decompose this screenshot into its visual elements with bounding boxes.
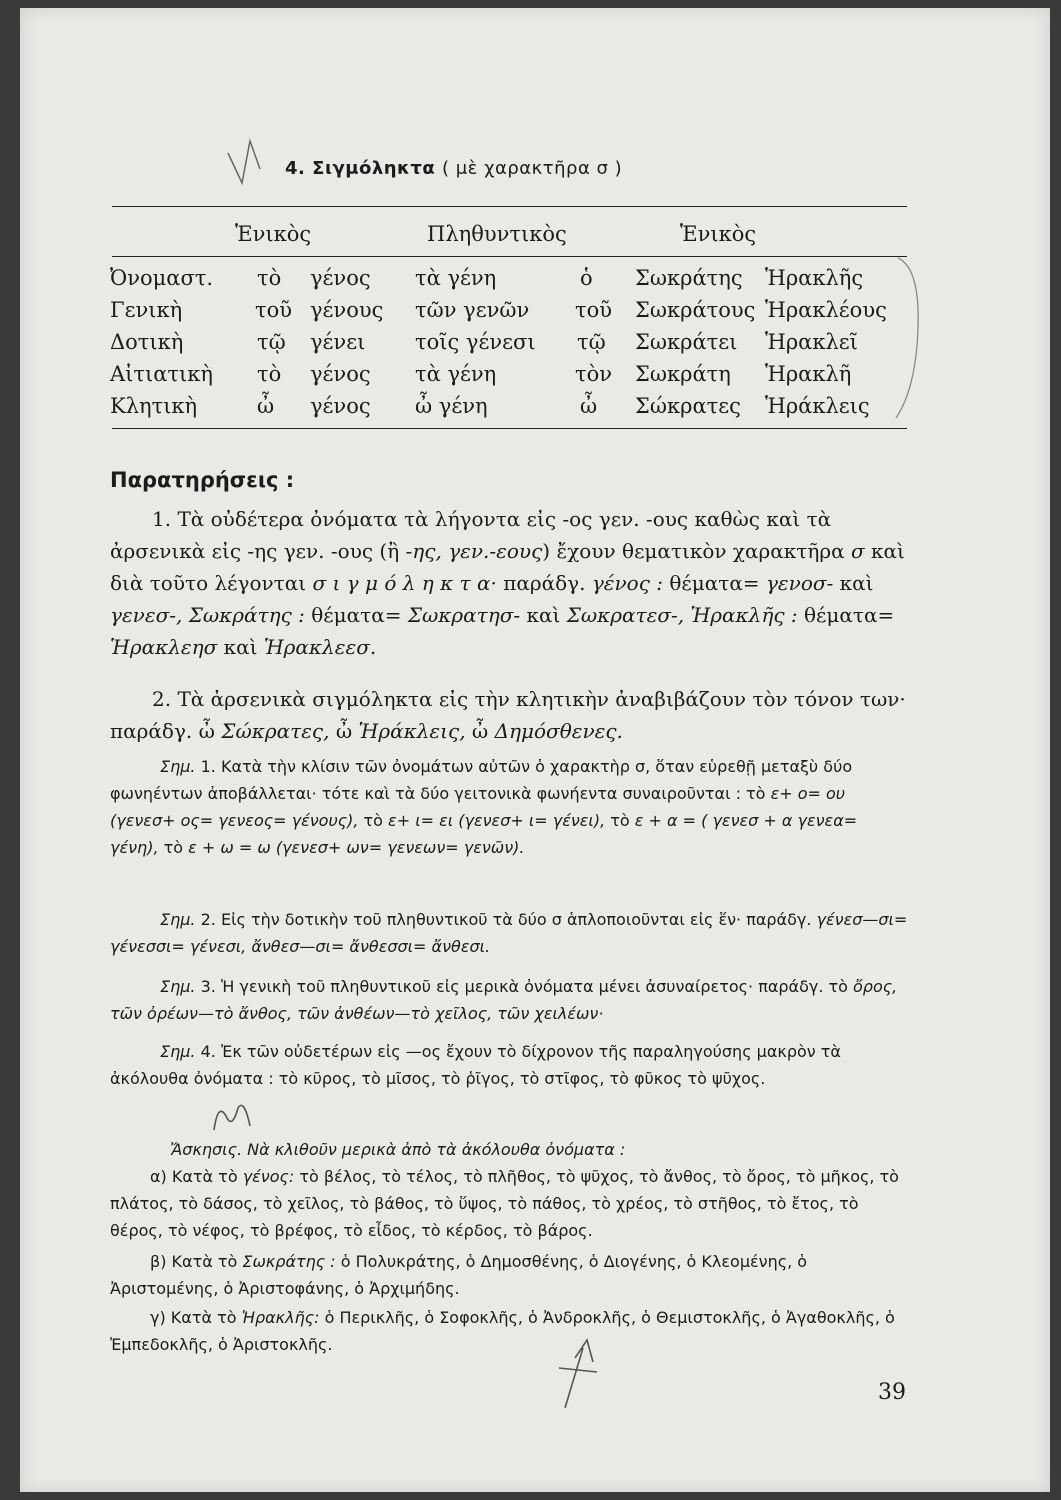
observations-title: Παρατηρήσεις : bbox=[110, 468, 295, 492]
case-label: Ὀνομαστ. bbox=[110, 266, 214, 290]
name-sokrates: Σώκρατες bbox=[635, 394, 741, 418]
exercise-words: τὸ βέλος, τὸ τέλος, τὸ πλῆθος, τὸ ψῦχος, τὸ ἄνθος, τὸ ὄρος, τὸ μῆκος, τὸ πλάτος, τὸ δάσος, τὸ χεῖλος, τὸ βάθος, τὸ ὕψος, τὸ πάθος, τὸ χρέος, τὸ στῆθος, τὸ ἔτος, τὸ θέρος, τὸ νέφος, τὸ βρέφος, τὸ εἶδος, τὸ κέρδος, τὸ βάρος. bbox=[110, 1167, 899, 1240]
article-masc: ὦ bbox=[580, 394, 598, 418]
note-2 bbox=[110, 906, 910, 960]
exercise-a bbox=[110, 1163, 910, 1244]
exercise-heading: Ἄσκησις. Νὰ κλιθοῦν μερικὰ ἀπὸ τὰ ἀκόλουθα ὀνόματα : bbox=[170, 1140, 626, 1159]
exercise-label: β) Κατὰ τὸ bbox=[150, 1252, 243, 1271]
singular-form: γένει bbox=[310, 330, 366, 354]
pencil-mark-icon bbox=[220, 133, 280, 193]
pencil-mark-icon bbox=[210, 1096, 260, 1136]
name-herakles: Ἡράκλεις bbox=[765, 394, 870, 418]
obs1-text: ) ἔχουν θεματικὸν χαρακτῆρα bbox=[542, 539, 851, 563]
article-masc: ὁ bbox=[580, 266, 593, 290]
plural-form: τοῖς γένεσι bbox=[415, 330, 536, 354]
exercise-b bbox=[110, 1248, 910, 1302]
obs2-example: Σώκρατες, bbox=[221, 719, 330, 743]
exercise-label: γ) Κατὰ τὸ bbox=[150, 1308, 242, 1327]
obs1-text: θέματα= bbox=[663, 571, 766, 595]
heading-qualifier: ( μὲ χαρακτῆρα σ ) bbox=[441, 158, 623, 179]
obs1-ending: -ης, γεν.-εους bbox=[405, 539, 543, 563]
case-label: Δοτικὴ bbox=[110, 330, 184, 354]
note-formula: ε+ ι= ει (γενεσ+ ι= γένει), bbox=[388, 811, 606, 830]
exercise-words: ὁ Περικλῆς, ὁ Σοφοκλῆς, ὁ Ἀνδροκλῆς, ὁ Θεμιστοκλῆς, ὁ Ἀγαθοκλῆς, ὁ Ἐμπεδοκλῆς, ὁ Ἀριστοκλῆς. bbox=[110, 1308, 895, 1354]
table-header-singular-names: Ἑνικὸς bbox=[680, 222, 757, 246]
case-label: Αἰτιατικὴ bbox=[110, 362, 213, 386]
article-masc: τοῦ bbox=[575, 298, 613, 322]
singular-form: γένος bbox=[310, 266, 371, 290]
obs2-text: ὦ bbox=[329, 719, 359, 743]
obs1-stem: Σωκρατεσ-, Ἡρακλῆς : bbox=[566, 603, 798, 627]
table-header-plural: Πληθυντικὸς bbox=[427, 222, 567, 246]
note-formula: ε + α = ( γενεσ + α γενεα= γένη), bbox=[110, 811, 858, 857]
case-label: Κλητικὴ bbox=[110, 394, 198, 418]
singular-form: γένος bbox=[310, 394, 371, 418]
exercise-words: ὁ Πολυκράτης, ὁ Δημοσθένης, ὁ Διογένης, ὁ Κλεομένης, ὁ Ἀριστομένης, ὁ Ἀριστοφάνης, ὁ Ἀρχιμήδης. bbox=[110, 1252, 808, 1298]
note-text: 3. Ἡ γενικὴ τοῦ πληθυντικοῦ εἰς μερικὰ ὀνόματα μένει ἀσυναίρετος· παράδγ. τὸ bbox=[195, 977, 854, 996]
note-text: τὸ bbox=[358, 811, 389, 830]
article-neuter: ὦ bbox=[257, 394, 275, 418]
section-heading bbox=[285, 158, 622, 179]
page-number: 39 bbox=[878, 1380, 906, 1405]
name-sokrates: Σωκράτη bbox=[635, 362, 731, 386]
obs1-stem: γενοσ- bbox=[765, 571, 834, 595]
name-herakles: Ἡρακλέους bbox=[765, 298, 887, 322]
note-text: 4. Ἐκ τῶν οὐδετέρων εἰς —ος ἔχουν τὸ δίχρονον τῆς παραληγούσης μακρὸν τὰ ἀκόλουθα ὀνόματα : τὸ κῦρος, τὸ μῖσος, τὸ ῥῖγος, τὸ στῖφος, τὸ φῦκος τὸ ψῦχος. bbox=[110, 1042, 841, 1088]
obs1-term: σ ι γ μ ό λ η κ τ α· bbox=[312, 571, 497, 595]
obs2-text: 2. Τὰ ἀρσενικὰ σιγμόληκτα εἰς τὴν κλητικὴν ἀναβιβάζουν τὸν τόνον των· παράδγ. ὦ bbox=[110, 687, 906, 743]
obs1-text: καὶ διὰ τοῦτο λέγονται bbox=[110, 539, 905, 595]
observation-2 bbox=[110, 683, 910, 747]
obs2-text: ὦ bbox=[465, 719, 495, 743]
obs1-text: θέματα= bbox=[797, 603, 895, 627]
name-herakles: Ἡρακλεῖ bbox=[765, 330, 858, 354]
obs2-example: Ἡράκλεις, bbox=[358, 719, 466, 743]
table-top-rule bbox=[112, 206, 907, 207]
plural-form: ὦ γένη bbox=[415, 394, 488, 418]
table-header-rule bbox=[112, 256, 907, 257]
obs2-example: Δημόσθενες. bbox=[494, 719, 623, 743]
exercise-c bbox=[110, 1304, 910, 1358]
name-herakles: Ἡρακλῆ bbox=[765, 362, 852, 386]
singular-form: γένος bbox=[310, 362, 371, 386]
name-sokrates: Σωκράτει bbox=[635, 330, 738, 354]
note-formula: γένεσ—σι= γένεσσι= γένεσι, ἄνθεσ—σι= ἄνθεσσι= ἄνθεσι. bbox=[110, 910, 908, 956]
article-neuter: τὸ bbox=[257, 362, 282, 386]
note-text: 2. Εἰς τὴν δοτικὴν τοῦ πληθυντικοῦ τὰ δύο σ ἁπλοποιοῦνται εἰς ἕν· παράδγ. bbox=[195, 910, 817, 929]
exercise-model: γένος: bbox=[242, 1167, 295, 1186]
exercise-label: α) Κατὰ τὸ bbox=[150, 1167, 243, 1186]
note-text: τὸ bbox=[158, 838, 189, 857]
obs1-text: καὶ bbox=[833, 571, 874, 595]
heading-title: Σιγμόληκτα bbox=[312, 158, 436, 179]
name-sokrates: Σωκράτης bbox=[635, 266, 743, 290]
exercise-model: Σωκράτης : bbox=[242, 1252, 336, 1271]
obs1-stem: Ἡρακλεεσ. bbox=[263, 635, 377, 659]
note-formula: ε + ω = ω (γενεσ+ ων= γενεων= γενῶν). bbox=[188, 838, 525, 857]
obs1-text: θέματα= bbox=[304, 603, 408, 627]
note-label: Σημ. bbox=[160, 757, 196, 776]
note-3 bbox=[110, 973, 910, 1027]
name-herakles: Ἡρακλῆς bbox=[765, 266, 864, 290]
name-sokrates: Σωκράτους bbox=[635, 298, 756, 322]
table-header-singular: Ἑνικὸς bbox=[235, 222, 312, 246]
obs1-text: παράδγ. bbox=[496, 571, 592, 595]
obs1-sigma: σ bbox=[850, 539, 865, 563]
table-bottom-rule bbox=[112, 428, 907, 429]
plural-form: τὰ γένη bbox=[415, 266, 497, 290]
obs1-stem: Σωκρατησ- bbox=[407, 603, 521, 627]
note-4 bbox=[110, 1038, 910, 1092]
note-label: Σημ. bbox=[160, 977, 196, 996]
pencil-arrow-icon bbox=[545, 1328, 615, 1418]
article-neuter: τῷ bbox=[257, 330, 286, 354]
note-formula: ε+ ο= ου (γενεσ+ ος= γενεος= γένους), bbox=[110, 784, 846, 830]
article-neuter: τὸ bbox=[257, 266, 282, 290]
exercise-title bbox=[110, 1136, 910, 1163]
obs1-text: 1. Τὰ οὐδέτερα ὀνόματα τὰ λήγοντα εἰς -ος γεν. -ους καθὼς καὶ τὰ ἀρσενικὰ εἰς -ης γεν. -ους (ἢ bbox=[110, 507, 832, 563]
article-masc: τῷ bbox=[577, 330, 606, 354]
article-neuter: τοῦ bbox=[255, 298, 293, 322]
note-label: Σημ. bbox=[160, 910, 196, 929]
obs1-stem: Ἡρακλεησ bbox=[110, 635, 218, 659]
plural-form: τῶν γενῶν bbox=[415, 298, 530, 322]
pencil-bracket-icon bbox=[890, 248, 930, 428]
note-formula: ὄρος, τῶν ὀρέων—τὸ ἄνθος, τῶν ἀνθέων—τὸ χεῖλος, τῶν χειλέων· bbox=[110, 977, 898, 1023]
obs1-stem: γενεσ-, Σωκράτης : bbox=[110, 603, 305, 627]
singular-form: γένους bbox=[310, 298, 384, 322]
book-page bbox=[20, 8, 1050, 1492]
observation-1 bbox=[110, 503, 910, 663]
obs1-text: καὶ bbox=[520, 603, 567, 627]
note-text: τὸ bbox=[605, 811, 635, 830]
note-text: 1. Κατὰ τὴν κλίσιν τῶν ὀνομάτων αὐτῶν ὁ χαρακτὴρ σ, ὅταν εὑρεθῇ μεταξὺ δύο φωνηέντων ἀποβάλλεται· τότε καὶ τὰ δύο γειτονικὰ φωνήεντα συναιροῦνται : τὸ bbox=[110, 757, 853, 803]
case-label: Γενικὴ bbox=[110, 298, 183, 322]
article-masc: τὸν bbox=[575, 362, 613, 386]
heading-number: 4. bbox=[285, 158, 306, 179]
exercise-model: Ἡρακλῆς: bbox=[241, 1308, 320, 1327]
obs1-example: γένος : bbox=[591, 571, 664, 595]
note-1 bbox=[110, 753, 910, 861]
plural-form: τὰ γένη bbox=[415, 362, 497, 386]
note-label: Σημ. bbox=[160, 1042, 196, 1061]
obs1-text: καὶ bbox=[217, 635, 264, 659]
